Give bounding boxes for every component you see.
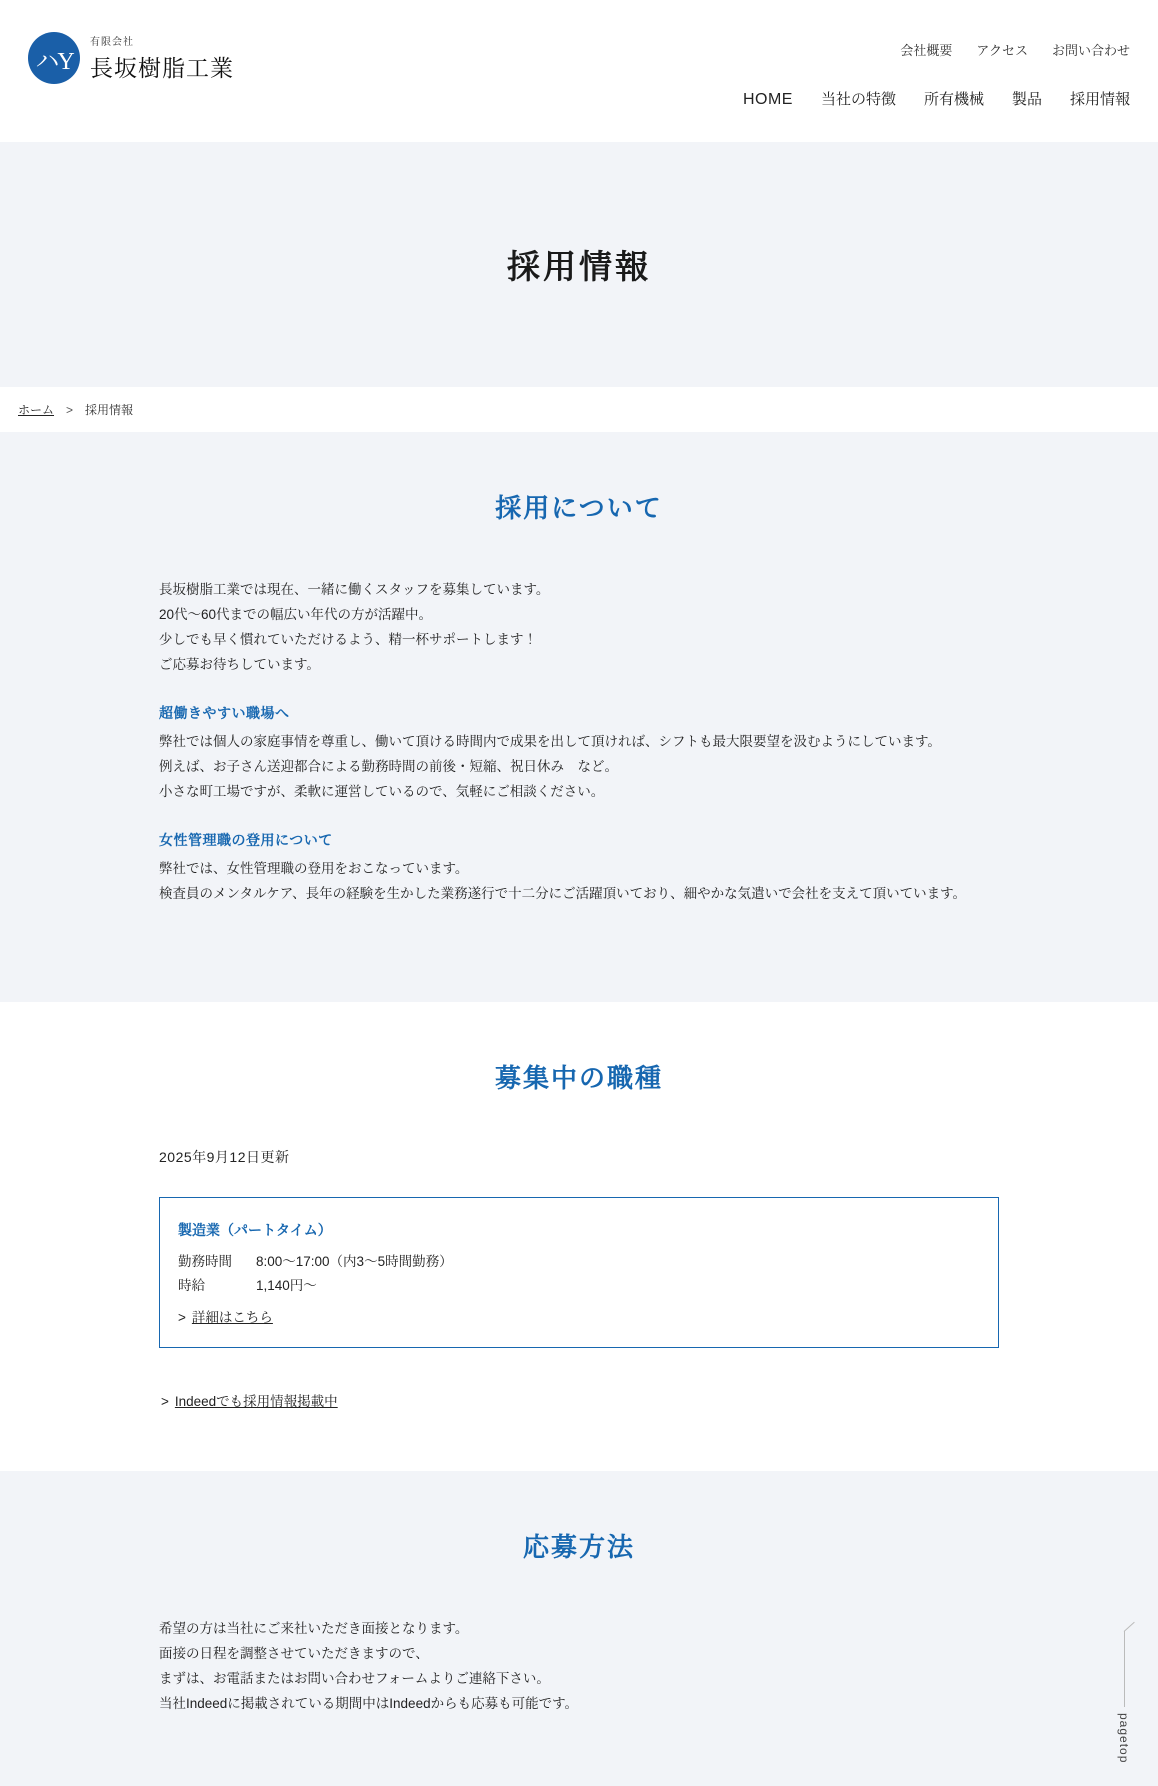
site-logo[interactable] [28, 32, 234, 84]
job-detail-link-label: 詳細はこちら [191, 1310, 273, 1325]
job-row-label: 勤務時間 [178, 1254, 232, 1269]
about-block-line: 例えば、お子さん送迎都合による勤務時間の前後・短縮、祝日休み など。 [159, 759, 618, 774]
external-link-wrap [159, 1382, 999, 1411]
page-title-band [0, 142, 1158, 387]
jobs-section-title: 募集中の職種 [494, 1063, 663, 1093]
nav-machinery[interactable]: 所有機械 [923, 91, 984, 108]
logo-small-text: 有限会社 [90, 37, 134, 48]
jobs-updated-date: 2025年9月12日更新 [159, 1149, 290, 1165]
page-title: 採用情報 [507, 248, 651, 285]
about-recruit-section [0, 432, 1158, 1002]
job-card [159, 1197, 999, 1348]
arrow-icon: > [178, 1310, 186, 1325]
nav-features[interactable]: 当社の特徴 [820, 91, 896, 108]
about-section-title: 採用について [495, 493, 663, 523]
site-header [0, 0, 1158, 142]
apply-line: 当社Indeedに掲載されている期間中はIndeedからも応募も可能です。 [159, 1696, 579, 1711]
about-block-line: 小さな町工場ですが、柔軟に運営しているので、気軽にご相談ください。 [159, 784, 605, 799]
breadcrumb-home[interactable]: ホーム [18, 403, 55, 417]
job-card-row [178, 1274, 980, 1298]
apply-content [159, 1616, 999, 1716]
logo-main-text: 長坂樹脂工業 [90, 55, 234, 81]
nav-company-overview[interactable]: 会社概要 [900, 43, 953, 58]
apply-line: 面接の日程を調整させていただきますので、 [159, 1646, 429, 1661]
nav-home[interactable]: HOME [742, 91, 793, 108]
logo-text [90, 33, 234, 83]
about-block [159, 830, 999, 906]
about-block-heading: 超働きやすい職場へ [159, 705, 290, 721]
company-logo-mark-icon: ハY [28, 32, 80, 84]
breadcrumb-current: 採用情報 [85, 403, 134, 417]
about-intro-line: 少しでも早く慣れていただけるよう、精一杯サポートします！ [159, 632, 537, 647]
pagetop-button[interactable] [1104, 1631, 1144, 1768]
about-intro [159, 577, 999, 677]
indeed-link[interactable] [161, 1390, 338, 1410]
about-intro-line: 20代〜60代までの幅広い年代の方が活躍中。 [159, 607, 433, 622]
apply-line: まずは、お電話またはお問い合わせフォームよりご連絡下さい。 [159, 1671, 550, 1686]
apply-line: 希望の方は当社にご来社いただき面接となります。 [159, 1621, 469, 1636]
nav-contact[interactable]: お問い合わせ [1051, 43, 1130, 58]
breadcrumb [0, 387, 1158, 432]
pagetop-label: pagetop [1117, 1712, 1131, 1763]
job-row-value: 1,140円〜 [256, 1278, 317, 1293]
job-card-title: 製造業（パートタイム） [178, 1222, 332, 1238]
apply-section-title: 応募方法 [522, 1532, 635, 1562]
pagetop-line-icon [1124, 1631, 1125, 1707]
top-navigation [900, 40, 1130, 59]
job-detail-link[interactable] [178, 1306, 273, 1326]
arrow-icon: > [161, 1394, 169, 1409]
jobs-section [0, 1002, 1158, 1471]
about-intro-line: 長坂樹脂工業では現在、一緒に働くスタッフを募集しています。 [159, 582, 550, 597]
job-card-row [178, 1250, 980, 1274]
main-navigation [743, 88, 1130, 109]
jobs-content [159, 1147, 999, 1411]
about-content [159, 577, 999, 906]
about-block-heading: 女性管理職の登用について [159, 832, 333, 848]
about-intro-line: ご応募お待ちしています。 [159, 657, 320, 672]
about-block-line: 検査員のメンタルケア、長年の経験を生かした業務遂行で十二分にご活躍頂いており、細やかな気遣いで会社を支えて頂いています。 [159, 886, 967, 901]
job-row-value: 8:00〜17:00（内3〜5時間勤務） [256, 1254, 453, 1269]
apply-section [0, 1471, 1158, 1786]
about-block-line: 弊社では、女性管理職の登用をおこなっています。 [159, 861, 469, 876]
breadcrumb-separator: > [66, 402, 74, 417]
about-block [159, 703, 999, 804]
nav-recruit[interactable]: 採用情報 [1069, 91, 1130, 108]
job-row-label: 時給 [178, 1278, 205, 1293]
indeed-link-label: Indeedでも採用情報掲載中 [174, 1394, 338, 1409]
nav-access[interactable]: アクセス [976, 43, 1028, 58]
nav-products[interactable]: 製品 [1011, 91, 1042, 108]
about-block-line: 弊社では個人の家庭事情を尊重し、働いて頂ける時間内で成果を出して頂ければ、シフトも最大限要望を汲むようにしています。 [159, 734, 941, 749]
